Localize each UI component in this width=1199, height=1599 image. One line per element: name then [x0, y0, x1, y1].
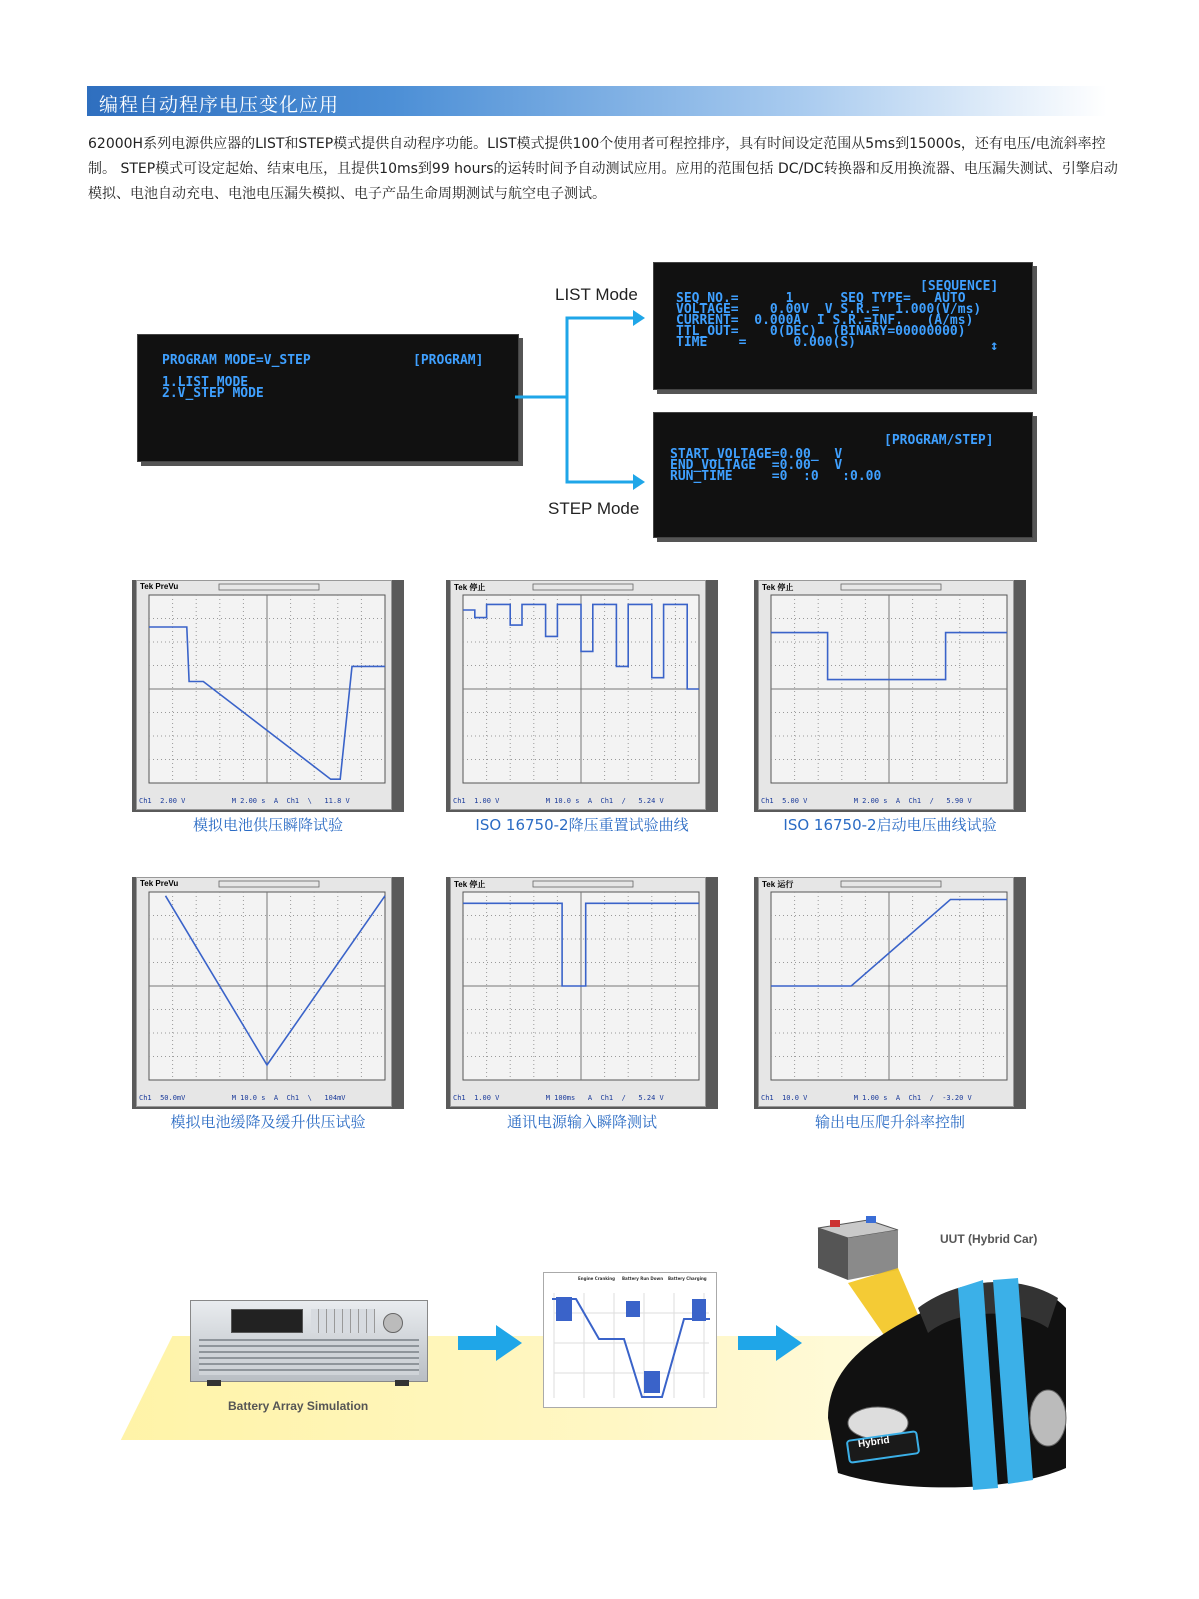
scope-readout: Ch1 50.0mV M 10.0 s A Ch1 \ 104mV [139, 1094, 346, 1102]
list-mode-label: LIST Mode [555, 285, 638, 304]
scope-trace-svg [451, 581, 705, 809]
program-mode-line: PROGRAM MODE=V_STEP [162, 353, 311, 368]
arrow-right-icon [458, 1325, 522, 1361]
arrow-right-icon [738, 1325, 802, 1361]
program-item-step: 2.V_STEP MODE [162, 386, 264, 401]
mode-connector [515, 300, 655, 500]
scope-screen [136, 580, 392, 810]
section-title-bar [87, 86, 1107, 116]
list-tag: [SEQUENCE] [920, 279, 999, 294]
scope-readout: Ch1 2.00 V M 2.00 s A Ch1 \ 11.8 V [139, 797, 350, 805]
supply-foot [395, 1380, 409, 1386]
scope-trace-svg [137, 878, 391, 1106]
list-line-4: TTL_OUT= 0(DEC) (BINARY=00000000) [676, 324, 966, 339]
step-tag: [PROGRAM/STEP] [884, 433, 994, 448]
voltage-profile-thumbnail [543, 1272, 717, 1408]
scope-caption: 模拟电池缓降及缓升供压试验 [170, 1113, 366, 1131]
supply-vent [199, 1339, 419, 1375]
program-tag: [PROGRAM] [413, 353, 484, 368]
uut-label: UUT (Hybrid Car) [940, 1232, 1038, 1246]
scope-screen [136, 877, 392, 1107]
scope-brand-label: Tek 运行 [762, 880, 794, 889]
supply-knob [383, 1313, 403, 1333]
scope-caption: ISO 16750-2启动电压曲线试验 [783, 816, 997, 834]
scope-brand-label: Tek 停止 [454, 880, 486, 889]
step-line-1: START_VOLTAGE=0.00_ V [670, 447, 843, 462]
battery-icon [818, 1216, 898, 1280]
scope-trace-svg [137, 581, 391, 809]
scope-brand-label: Tek PreVu [140, 582, 179, 591]
scope-panel [754, 877, 1026, 1109]
profile-label-charging: Battery Charging [668, 1276, 707, 1281]
scope-screen [450, 580, 706, 810]
scroll-arrows-icon: ↕ [990, 338, 999, 354]
list-line-1: SEQ_NO.= 1 SEQ TYPE= AUTO [676, 291, 966, 306]
supply-keypad [311, 1309, 375, 1333]
scope-panel [132, 580, 404, 812]
scope-panel [754, 580, 1026, 812]
scope-caption: ISO 16750-2降压重置试验曲线 [475, 816, 689, 834]
section-title: 编程自动程序电压变化应用 [99, 94, 340, 116]
step-mode-label: STEP Mode [548, 499, 640, 518]
profile-label-cranking: Engine Cranking [578, 1276, 615, 1281]
scope-screen [758, 580, 1014, 810]
scope-panel [446, 580, 718, 812]
step-mode-screen [653, 412, 1033, 538]
supply-display [231, 1309, 303, 1333]
intro-paragraph: 62000H系列电源供应器的LIST和STEP模式提供自动程序功能。LIST模式提供100个使用者可程控排序，具有时间设定范围从5ms到15000s，还有电压/电流斜率控制。 STEP模式可设定起始、结束电压，且提供10ms到99 hours的运转时间予自动测试应用。应用的范围包括 DC/DC转换器和反用换流器、电压漏失测试、引擎启动模拟、电池自动充电、电池电压漏失模拟、电子产品生命周期测试与航空电子测试。 [88, 136, 1118, 202]
profile-label-rundown: Battery Run Down [622, 1276, 664, 1281]
program-item-list: 1.LIST MODE [162, 375, 249, 390]
supply-foot [207, 1380, 221, 1386]
scope-trace-svg [759, 581, 1013, 809]
car-plate: Hybrid [857, 1434, 891, 1451]
list-line-5: TIME = 0.000(S) [676, 335, 857, 350]
scope-trace-svg [759, 878, 1013, 1106]
scope-panel [446, 877, 718, 1109]
scope-readout: Ch1 1.00 V M 10.0 s A Ch1 / 5.24 V [453, 797, 664, 805]
scope-caption: 输出电压爬升斜率控制 [814, 1113, 965, 1131]
program-mode-screen [137, 334, 519, 462]
scope-readout: Ch1 5.00 V M 2.00 s A Ch1 / 5.90 V [761, 797, 972, 805]
supply-label: Battery Array Simulation [228, 1399, 369, 1413]
scope-readout: Ch1 10.0 V M 1.00 s A Ch1 / -3.20 V [761, 1094, 972, 1102]
scope-brand-label: Tek PreVu [140, 879, 179, 888]
step-line-3: RUN_TIME =0 :0 :0.00 [670, 469, 882, 484]
scope-caption: 通讯电源输入瞬降测试 [506, 1113, 657, 1131]
list-mode-screen [653, 262, 1033, 390]
scope-brand-label: Tek 停止 [454, 583, 486, 592]
scope-readout: Ch1 1.00 V M 100ms A Ch1 / 5.24 V [453, 1094, 664, 1102]
scope-brand-label: Tek 停止 [762, 583, 794, 592]
scope-caption: 模拟电池供压瞬降试验 [192, 816, 343, 834]
power-supply-unit [190, 1300, 428, 1382]
scope-screen [758, 877, 1014, 1107]
list-line-3: CURRENT= 0.000A I S.R.=INF. (A/ms) [676, 313, 974, 328]
scope-panel [132, 877, 404, 1109]
hybrid-car-illustration [808, 1208, 1068, 1493]
scope-trace-svg [451, 878, 705, 1106]
scope-screen [450, 877, 706, 1107]
list-line-2: VOLTAGE= 0.00V V S.R.= 1.000(V/ms) [676, 302, 982, 317]
step-line-2: END_VOLTAGE =0.00 V [670, 458, 843, 473]
